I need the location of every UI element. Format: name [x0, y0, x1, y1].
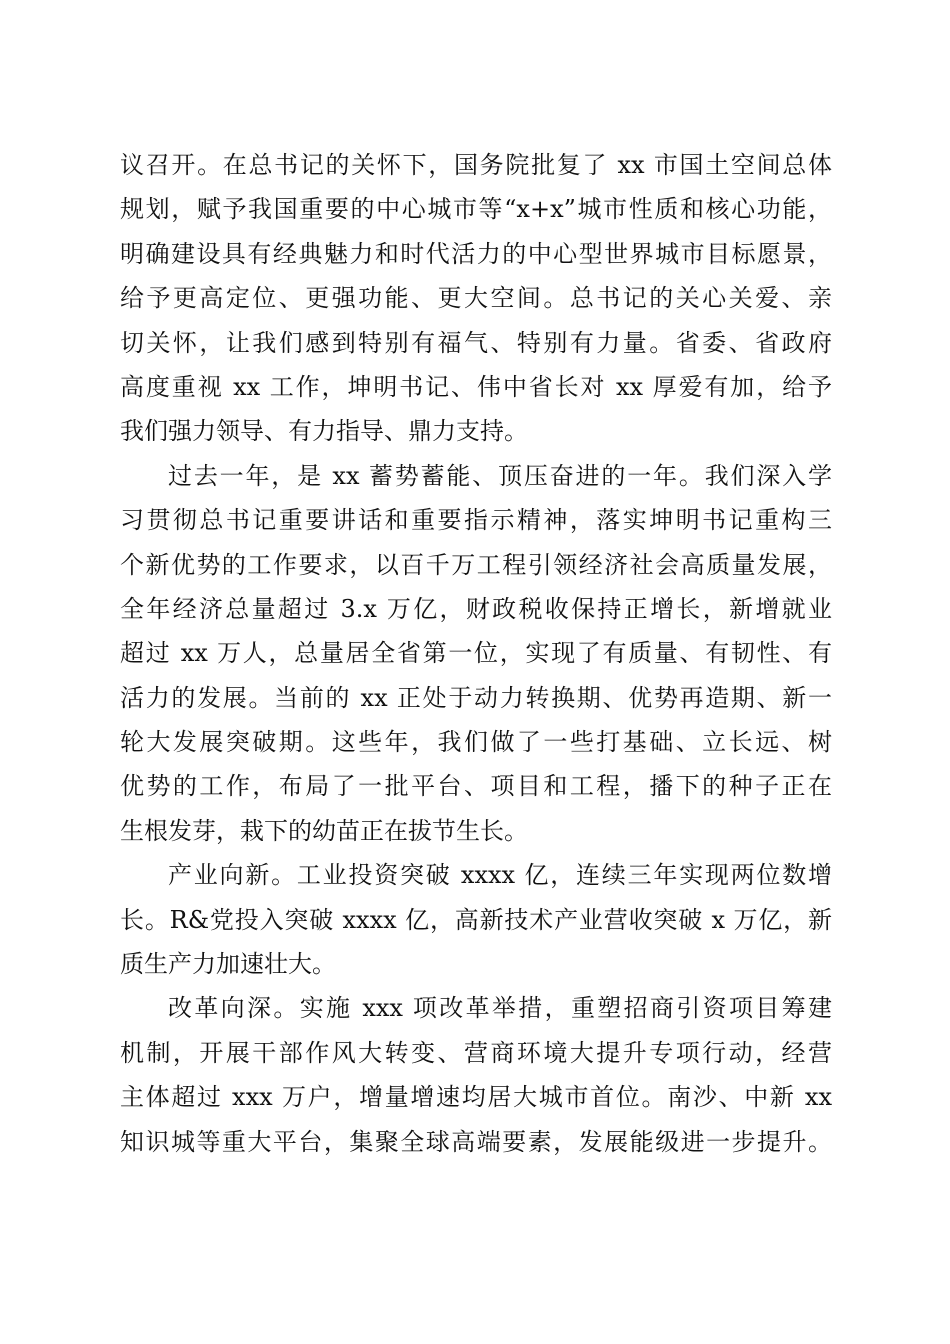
text-line: 轮大发展突破期。这些年，我们做了一些打基础、立长远、树 — [120, 728, 832, 757]
paragraph-first-line: 改革向深。实施 xxx 项改革举措，重塑招商引资项目筹建 — [168, 994, 832, 1023]
text-line: 质生产力加速壮大。 — [120, 950, 336, 979]
text-line: 切关怀，让我们感到特别有福气、特别有力量。省委、省政府 — [120, 328, 832, 357]
document-body — [120, 143, 832, 1164]
text-line: 我们强力领导、有力指导、鼎力支持。 — [120, 417, 528, 446]
text-line: 全年经济总量超过 3.x 万亿，财政税收保持正增长，新增就业 — [120, 594, 832, 623]
text-line: 活力的发展。当前的 xx 正处于动力转换期、优势再造期、新一 — [120, 683, 832, 712]
text-line: 主体超过 xxx 万户，增量增速均居大城市首位。南沙、中新 xx — [120, 1083, 832, 1112]
text-line: 高度重视 xx 工作，坤明书记、伟中省长对 xx 厚爱有加，给予 — [120, 372, 832, 401]
paragraph-first-line: 过去一年，是 xx 蓄势蓄能、顶压奋进的一年。我们深入学 — [168, 461, 832, 490]
text-line: 议召开。在总书记的关怀下，国务院批复了 xx 市国土空间总体 — [120, 151, 832, 179]
text-line: 明确建设具有经典魅力和时代活力的中心型世界城市目标愿景， — [120, 239, 832, 268]
text-line: 个新优势的工作要求，以百千万工程引领经济社会高质量发展， — [120, 550, 832, 579]
paragraph-first-line: 产业向新。工业投资突破 xxxx 亿，连续三年实现两位数增 — [168, 861, 832, 890]
text-line: 习贯彻总书记重要讲话和重要指示精神，落实坤明书记重构三 — [120, 506, 832, 535]
text-line: 知识城等重大平台，集聚全球高端要素，发展能级进一步提升。 — [120, 1127, 832, 1156]
text-line: 超过 xx 万人，总量居全省第一位，实现了有质量、有韧性、有 — [120, 639, 832, 668]
text-line: 生根发芽，栽下的幼苗正在拔节生长。 — [120, 816, 528, 845]
text-line: 给予更高定位、更强功能、更大空间。总书记的关心关爱、亲 — [120, 284, 832, 313]
text-line: 规划，赋予我国重要的中心城市等“x+x”城市性质和核心功能， — [120, 195, 832, 224]
text-line: 机制，开展干部作风大转变、营商环境大提升专项行动，经营 — [120, 1038, 832, 1067]
text-line: 优势的工作，布局了一批平台、项目和工程，播下的种子正在 — [120, 772, 832, 801]
text-line: 长。R&党投入突破 xxxx 亿，高新技术产业营收突破 x 万亿，新 — [120, 905, 832, 934]
